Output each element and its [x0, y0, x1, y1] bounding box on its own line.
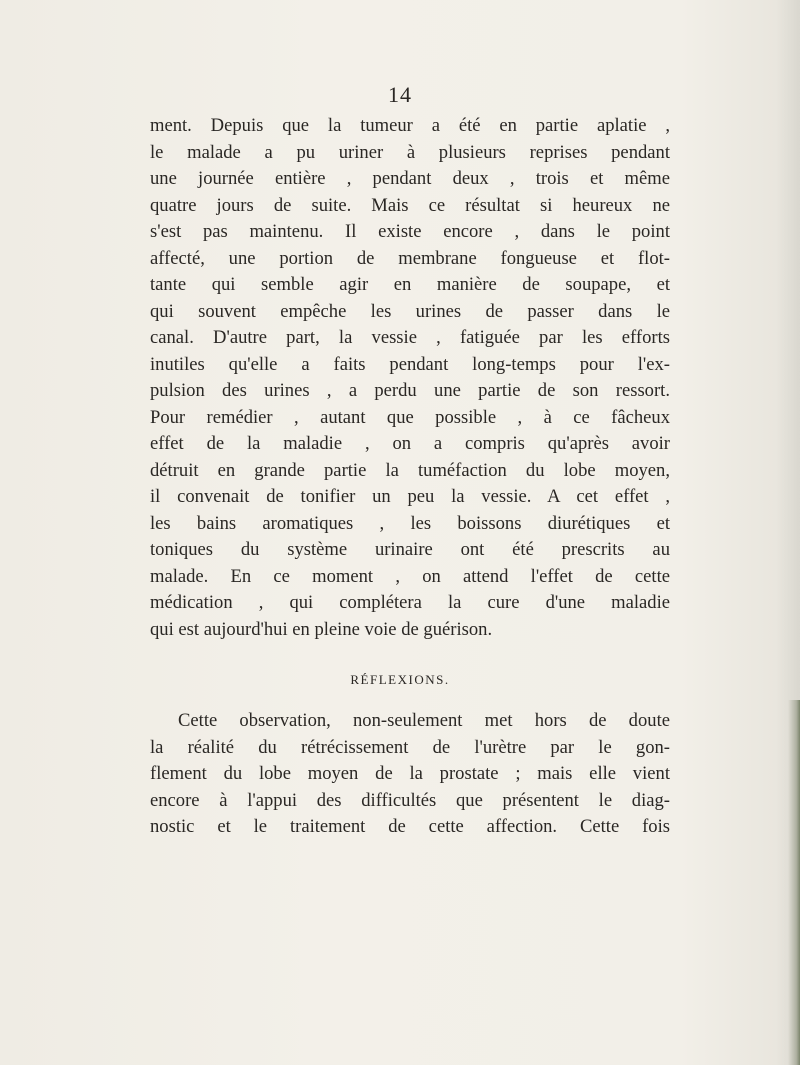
text-line: la réalité du rétrécissement de l'urètre par le gon-	[150, 736, 670, 758]
text-line: nostic et le traitement de cette affection. Cette fois	[150, 816, 670, 837]
text-line: pulsion des urines , a perdu une partie de son ressort.	[150, 380, 670, 401]
text-line: affecté, une portion de membrane fongueuse et flot-	[150, 247, 670, 269]
page-edge-shadow	[788, 700, 800, 1065]
text-line: inutiles qu'elle a faits pendant long-temps pour l'ex-	[150, 353, 670, 375]
text-line: Pour remédier , autant que possible , à ce fâcheux	[150, 406, 670, 428]
text-line: quatre jours de suite. Mais ce résultat si heureux ne	[150, 194, 670, 216]
text-line: ment. Depuis que la tumeur a été en partie aplatie ,	[150, 115, 670, 136]
paragraph-2	[150, 708, 670, 841]
section-heading: RÉFLEXIONS.	[350, 672, 450, 687]
page-number: 14	[388, 82, 412, 107]
text-line: qui est aujourd'hui en pleine voie de guérison.	[150, 618, 493, 640]
text-line: toniques du système urinaire ont été prescrits au	[150, 539, 670, 560]
text-line: tante qui semble agir en manière de soupape, et	[150, 274, 670, 295]
text-line: flement du lobe moyen de la prostate ; mais elle vient	[150, 763, 670, 784]
text-line: les bains aromatiques , les boissons diurétiques et	[150, 512, 670, 534]
text-line: détruit en grande partie la tuméfaction du lobe moyen,	[150, 459, 670, 481]
text-line: une journée entière , pendant deux , trois et même	[150, 168, 670, 189]
text-line: encore à l'appui des difficultés que présentent le diag-	[150, 789, 670, 811]
text-line: canal. D'autre part, la vessie , fatiguée par les efforts	[150, 327, 670, 348]
text-line: il convenait de tonifier un peu la vessie. A cet effet ,	[150, 486, 670, 507]
paragraph-1	[150, 113, 670, 643]
text-line: effet de la maladie , on a compris qu'après avoir	[150, 433, 670, 454]
text-line: malade. En ce moment , on attend l'effet de cette	[150, 565, 670, 587]
text-line: le malade a pu uriner à plusieurs reprises pendant	[150, 141, 670, 163]
text-line: médication , qui complétera la cure d'une maladie	[150, 592, 670, 613]
text-line: Cette observation, non-seulement met hors de doute	[178, 710, 670, 731]
text-line: qui souvent empêche les urines de passer dans le	[150, 300, 670, 322]
text-line: s'est pas maintenu. Il existe encore , dans le point	[150, 221, 670, 242]
